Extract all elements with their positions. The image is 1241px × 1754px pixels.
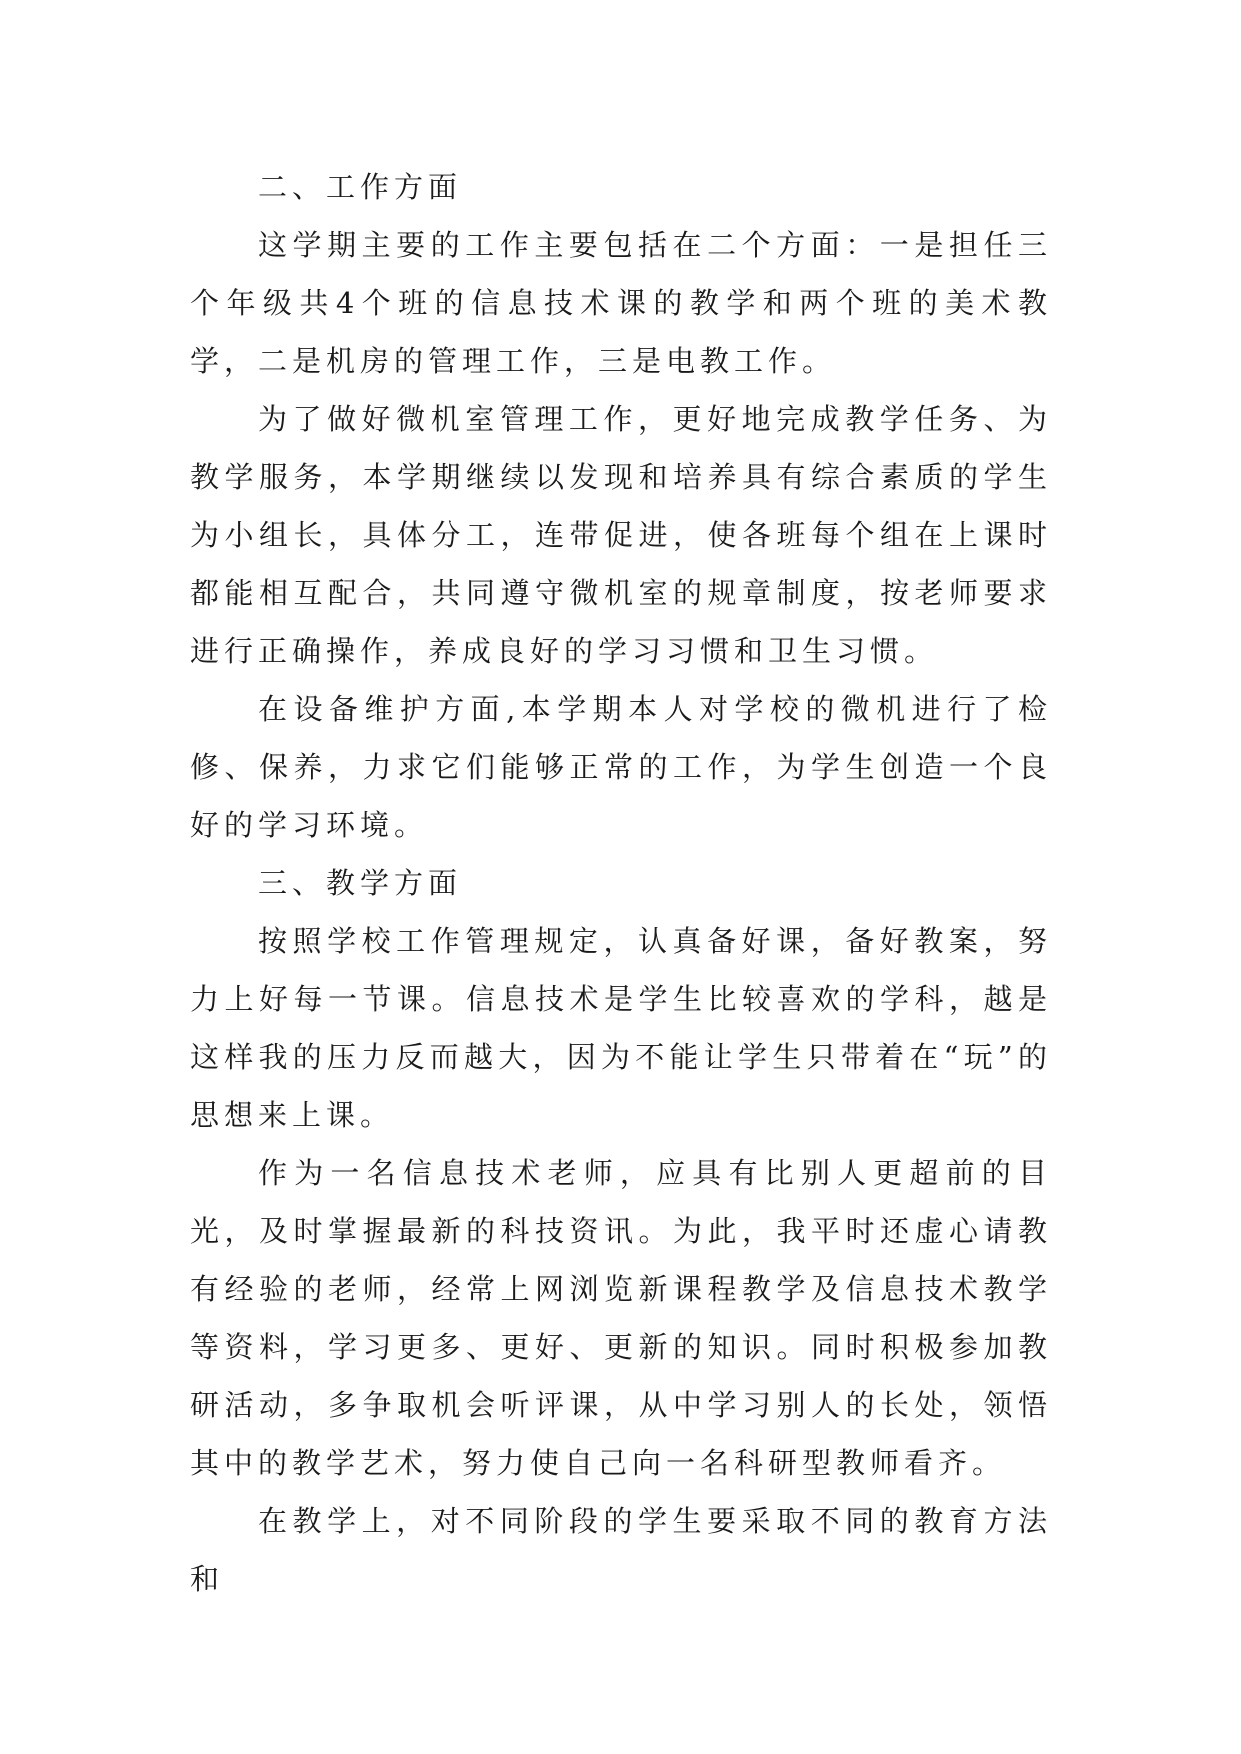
paragraph-professional-development: 作为一名信息技术老师，应具有比别人更超前的目光，及时掌握最新的科技资讯。为此，我平时还虚心请教有经验的老师，经常上网浏览新课程教学及信息技术教学等资料，学习更多、更好、更新的知识。同时积极参加教研活动，多争取机会听评课，从中学习别人的长处，领悟其中的教学艺术，努力使自己向一名科研型教师看齐。 [190, 1156, 1052, 1480]
paragraph-lesson-preparation: 按照学校工作管理规定，认真备好课，备好教案，努力上好每一节课。信息技术是学生比较喜欢的学科，越是这样我的压力反而越大，因为不能让学生只带着在“玩”的思想来上课。 [190, 924, 1052, 1132]
section-heading-work: 二、工作方面 [258, 170, 463, 204]
document-body [190, 158, 1052, 1608]
paragraph-computer-room-management: 为了做好微机室管理工作，更好地完成教学任务、为教学服务，本学期继续以发现和培养具有综合素质的学生为小组长，具体分工，连带促进，使各班每个组在上课时都能相互配合，共同遵守微机室的规章制度，按老师要求进行正确操作，养成良好的学习习惯和卫生习惯。 [190, 402, 1052, 668]
paragraph-equipment-maintenance: 在设备维护方面,本学期本人对学校的微机进行了检修、保养，力求它们能够正常的工作，为学生创造一个良好的学习环境。 [190, 692, 1052, 842]
paragraph-teaching-methods: 在教学上，对不同阶段的学生要采取不同的教育方法和 [190, 1504, 1052, 1596]
section-heading-teaching: 三、教学方面 [258, 866, 463, 900]
paragraph-work-overview: 这学期主要的工作主要包括在二个方面：一是担任三个年级共4个班的信息技术课的教学和两个班的美术教学，二是机房的管理工作，三是电教工作。 [190, 228, 1052, 378]
